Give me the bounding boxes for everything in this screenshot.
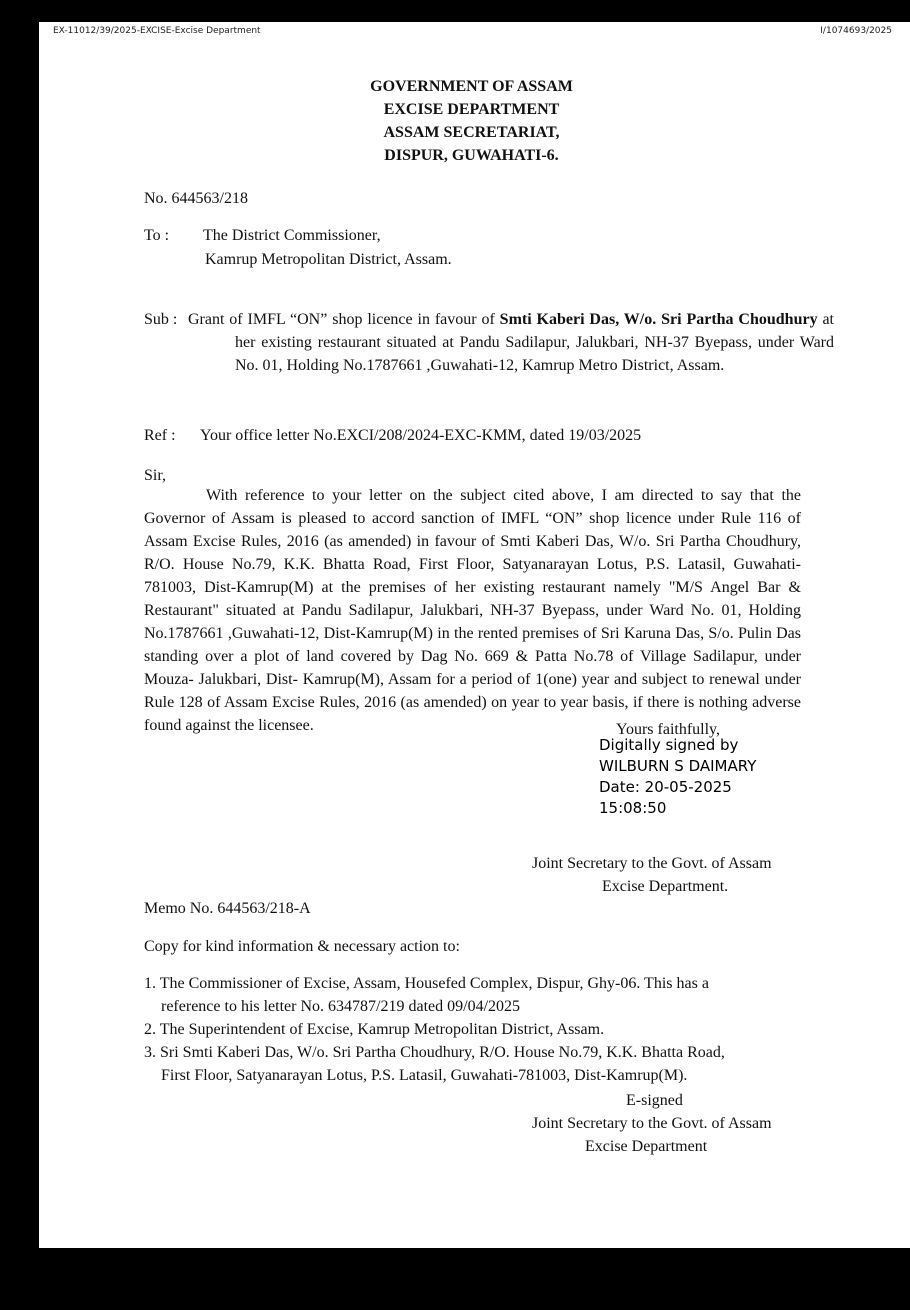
addressee-line-1: The District Commissioner, (203, 227, 381, 244)
memo-number: Memo No. 644563/218-A (144, 900, 311, 917)
letterhead (39, 75, 910, 167)
file-number: EX-11012/39/2025-EXCISE-Excise Department (53, 26, 261, 36)
letterhead-line-2: EXCISE DEPARTMENT (383, 101, 560, 118)
to-label: To : (144, 227, 170, 244)
esign-label: E-signed (626, 1092, 683, 1109)
letter-number: No. 644563/218 (144, 190, 248, 207)
addressee-line-2: Kamrup Metropolitan District, Assam. (205, 251, 452, 268)
copy-item-1-line-1: 1. The Commissioner of Excise, Assam, Housefed Complex, Dispur, Ghy-06. This has a (144, 975, 709, 992)
copy-item-1-line-2: reference to his letter No. 634787/219 dated 09/04/2025 (161, 998, 521, 1015)
receipt-number: I/1074693/2025 (820, 26, 892, 36)
subject-pre: Grant of IMFL “ON” shop licence in favour of (188, 311, 500, 328)
copy-item-3-line-1: 3. Sri Smti Kaberi Das, W/o. Sri Partha Choudhury, R/O. House No.79, K.K. Bhatta Road, (144, 1044, 725, 1061)
copy-intro: Copy for kind information & necessary action to: (144, 938, 460, 955)
copy-item-2: 2. The Superintendent of Excise, Kamrup Metropolitan District, Assam. (144, 1021, 605, 1038)
esign-department: Excise Department (585, 1138, 708, 1155)
signature-date: Date: 20-05-2025 (599, 778, 732, 796)
closing: Yours faithfully, (616, 721, 721, 738)
signature-time: 15:08:50 (599, 799, 667, 817)
signature-name: WILBURN S DAIMARY (599, 757, 757, 775)
subject-label: Sub : (144, 311, 178, 328)
copy-item-3-line-2: First Floor, Satyanarayan Lotus, P.S. Latasil, Guwahati-781003, Dist-Kamrup(M). (161, 1067, 688, 1084)
signature-line-1: Digitally signed by (599, 736, 739, 754)
document-page (39, 22, 910, 1248)
body-paragraph: With reference to your letter on the subject cited above, I am directed to say that the Governor of Assam is pleased to accord sanction of IMFL “ON” shop licence under Rule 116 of Assam Excise Rules, 2016 (as amended) in favour of Smti Kaberi Das, W/o. Sri Partha Choudhury, R/O. House No.79, K.K. Bhatta Road, First Floor, Satyanarayan Lotus, P.S. Latasil, Guwahati-781003, Dist-Kamrup(M) at the premises of her existing restaurant namely "M/S Angel Bar & Restaurant" situated at Pandu Sadilapur, Jalukbari, NH-37 Byepass, under Ward No. 01, Holding No.1787661 ,Guwahati-12, Dist-Kamrup(M) in the rented premises of Sri Karuna Das, S/o. Pulin Das standing over a plot of land covered by Dag No. 669 & Patta No.78 of Village Sadilapur, under Mouza- Jalukbari, Dist- Kamrup(M), Assam for a period of 1(one) year and subject to renewal under Rule 128 of Assam Excise Rules, 2016 (as amended) on year to year basis, if there is nothing adverse found against the licensee. (144, 487, 801, 734)
letterhead-line-1: GOVERNMENT OF ASSAM (370, 78, 573, 95)
letterhead-line-3: ASSAM SECRETARIAT, (383, 124, 560, 141)
salutation: Sir, (144, 467, 167, 484)
file-header (53, 26, 892, 36)
subject-licensee: Smti Kaberi Das, W/o. Sri Partha Choudhury (499, 311, 818, 328)
signatory-department: Excise Department. (602, 878, 729, 895)
subject-text (188, 308, 834, 377)
subject-post: at her existing restaurant situated at Pandu Sadilapur, Jalukbari, NH-37 Byepass, under Ward No. 01, Holding No.1787661 ,Guwahati-12, Kamrup Metro District, Assam. (235, 311, 835, 374)
esign-designation: Joint Secretary to the Govt. of Assam (532, 1115, 772, 1132)
letterhead-line-4: DISPUR, GUWAHATI-6. (384, 147, 559, 164)
signatory-designation: Joint Secretary to the Govt. of Assam (532, 855, 772, 872)
digital-signature-stamp (599, 735, 756, 819)
ref-text: Your office letter No.EXCI/208/2024-EXC-KMM, dated 19/03/2025 (200, 427, 642, 444)
ref-label: Ref : (144, 427, 176, 444)
